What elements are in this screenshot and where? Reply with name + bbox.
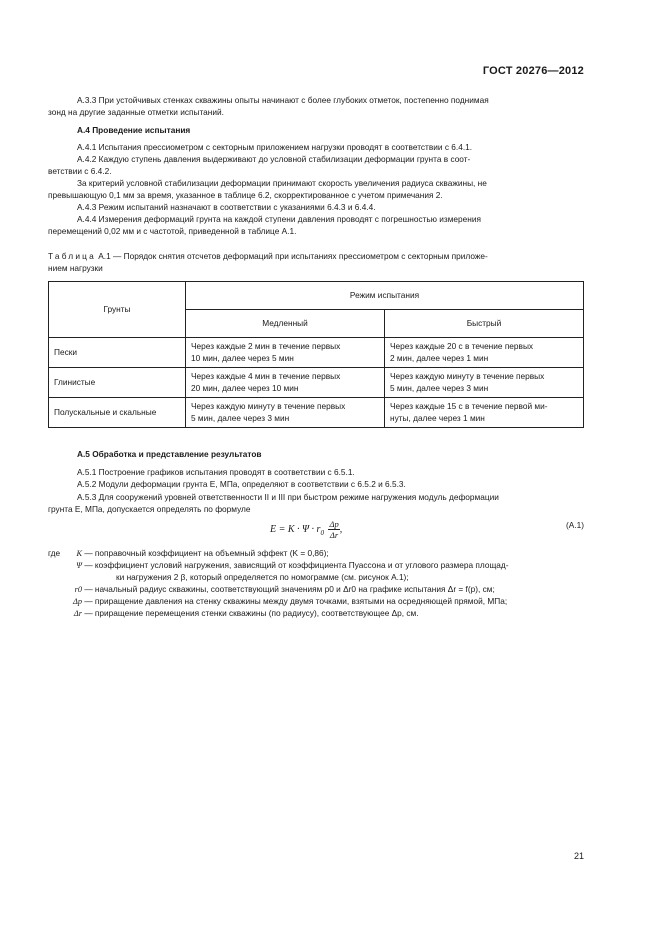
where-item-r0: [48, 584, 584, 596]
caption-label: Таблица: [48, 251, 96, 261]
where-symbol: Ψ: [76, 561, 82, 570]
cell-line: 5 мин, далее через 3 мин: [390, 382, 489, 393]
readings-table: [48, 281, 584, 428]
table-row: [49, 338, 584, 368]
where-symbol: K: [76, 549, 82, 558]
where-text: — приращение давления на стенку скважины между двумя точками, взятыми на осредняющей прямой, МПа;: [84, 596, 508, 606]
where-symbol: Δp: [72, 597, 82, 606]
cell-line: нуты, далее через 1 мин: [390, 412, 485, 423]
table-cell-fast: [385, 398, 584, 428]
caption-line: [48, 251, 584, 263]
paragraph-line: грунта Е, МПа, допускается определять по формуле: [48, 503, 251, 514]
cell-line: 2 мин, далее через 1 мин: [390, 352, 489, 363]
where-lead: где: [48, 548, 61, 558]
formula-lhs: E = K · Ψ · r: [270, 523, 321, 535]
cell-line: Через каждую минуту в течение первых: [390, 371, 545, 382]
formula-numerator: Δp: [329, 519, 339, 529]
column-header-mode: Режим испытания: [186, 282, 584, 310]
paragraph-line: А.4.4 Измерения деформаций грунта на каждой ступени давления проводят с погрешностью измерения: [77, 214, 481, 224]
where-item-dr: [48, 608, 584, 620]
paragraph-line: А.5.3 Для сооружений уровней ответственности II и III при быстром режиме нагружения модуль деформации: [77, 492, 499, 502]
cell-line: 20 мин, далее через 10 мин: [191, 382, 299, 393]
document-header: ГОСТ 20276—2012: [482, 65, 584, 77]
section-title-a4: А.4 Проведение испытания: [77, 125, 191, 135]
paragraph-a5-2: А.5.2 Модули деформации грунта Е, МПа, определяют в соответствии с 6.5.2 и 6.5.3.: [77, 479, 406, 489]
where-item-k: [48, 548, 584, 560]
cell-line: Через каждые 15 с в течение первой ми-: [390, 401, 548, 412]
caption-line: нием нагрузки: [48, 262, 103, 273]
paragraph-line: перемещений 0,02 мм и с частотой, приведенной в таблице А.1.: [48, 225, 297, 236]
cell-line: 5 мин, далее через 3 мин: [191, 412, 290, 423]
paragraph-a4-4: [48, 214, 583, 237]
column-header-soils: Грунты: [49, 282, 186, 338]
formula-a1: [270, 519, 342, 540]
cell-line: Через каждые 20 с в течение первых: [390, 341, 534, 352]
table-cell-slow: [186, 368, 385, 398]
paragraph-line: А.3.3 При устойчивых стенках скважины опыты начинают с более глубоких отметок, постепенно поднимая: [77, 95, 489, 105]
cell-line: Через каждые 2 мин в течение первых: [191, 341, 341, 352]
where-text: — начальный радиус скважины, соответствующий значениям p0 и Δr0 на графике испытания Δr = f(p), см;: [84, 584, 495, 594]
where-item-psi: [48, 560, 584, 572]
table-cell-soil: Глинистые: [49, 368, 186, 398]
where-text: — коэффициент условий нагружения, зависящий от коэффициента Пуассона и от углового размера площад-: [84, 560, 509, 570]
cell-line: 10 мин, далее через 5 мин: [191, 352, 294, 363]
paragraph-line: зонд на другие заданные отметки испытаний.: [48, 106, 224, 117]
equation-number: (А.1): [566, 520, 584, 530]
table-cell-slow: [186, 398, 385, 428]
table-cell-soil: Полускальные и скальные: [49, 398, 186, 428]
table-row: [49, 398, 584, 428]
where-text: — приращение перемещения стенки скважины (по радиусу), соответствующее Δp, см.: [84, 608, 419, 618]
table-cell-slow: [186, 338, 385, 368]
section-title-a5: А.5 Обработка и представление результатов: [77, 449, 262, 459]
paragraph-criterion: [48, 178, 583, 201]
paragraph-line: А.4.2 Каждую ступень давления выдерживают до условной стабилизации деформации грунта в соот-: [77, 154, 471, 164]
table-cell-fast: [385, 368, 584, 398]
cell-line: Через каждые 4 мин в течение первых: [191, 371, 341, 382]
paragraph-line: превышающую 0,1 мм за время, указанное в таблице 6.2, скорректированное с учетом примечания 2.: [48, 189, 443, 200]
paragraph-a5-3: [48, 492, 583, 515]
table-caption: [48, 251, 584, 274]
where-text: — поправочный коэффициент на объемный эффект (K = 0,86);: [84, 548, 329, 558]
formula-tail: ,: [339, 523, 343, 535]
paragraph-a4-1: А.4.1 Испытания прессиометром с секторным приложением нагрузки проводят в соответствии с 6.4.1.: [77, 142, 473, 152]
where-item-psi-cont: [48, 572, 584, 584]
table-cell-soil: Пески: [49, 338, 186, 368]
paragraph-line: ветствии с 6.4.2.: [48, 165, 112, 176]
where-text: ки нагружения 2 β, который определяется по номограмме (см. рисунок А.1);: [116, 572, 409, 582]
table-header-row: [49, 282, 584, 310]
where-symbol: Δr: [73, 609, 82, 618]
table-row: [49, 368, 584, 398]
paragraph-a4-3: А.4.3 Режим испытаний назначают в соответствии с указаниями 6.4.3 и 6.4.4.: [77, 202, 376, 212]
paragraph-a5-1: А.5.1 Построение графиков испытания проводят в соответствии с 6.5.1.: [77, 467, 355, 477]
formula-denominator: Δr: [329, 530, 339, 540]
column-header-slow: Медленный: [186, 310, 385, 338]
table-cell-fast: [385, 338, 584, 368]
column-header-fast: Быстрый: [385, 310, 584, 338]
paragraph-line: За критерий условной стабилизации деформации принимают скорость увеличения радиуса скважины, не: [77, 178, 487, 188]
cell-line: Через каждую минуту в течение первых: [191, 401, 346, 412]
paragraph-a4-2: [48, 154, 583, 177]
page-number: 21: [573, 851, 584, 861]
paragraph-a3-3: [48, 95, 583, 118]
where-symbol: r0: [74, 585, 82, 594]
caption-text: А.1 — Порядок снятия отсчетов деформаций при испытаниях прессиометром с секторным приложе-: [98, 251, 488, 261]
where-item-dp: [48, 596, 584, 608]
formula-fraction: [328, 519, 339, 540]
formula-subscript: 0: [320, 528, 324, 537]
